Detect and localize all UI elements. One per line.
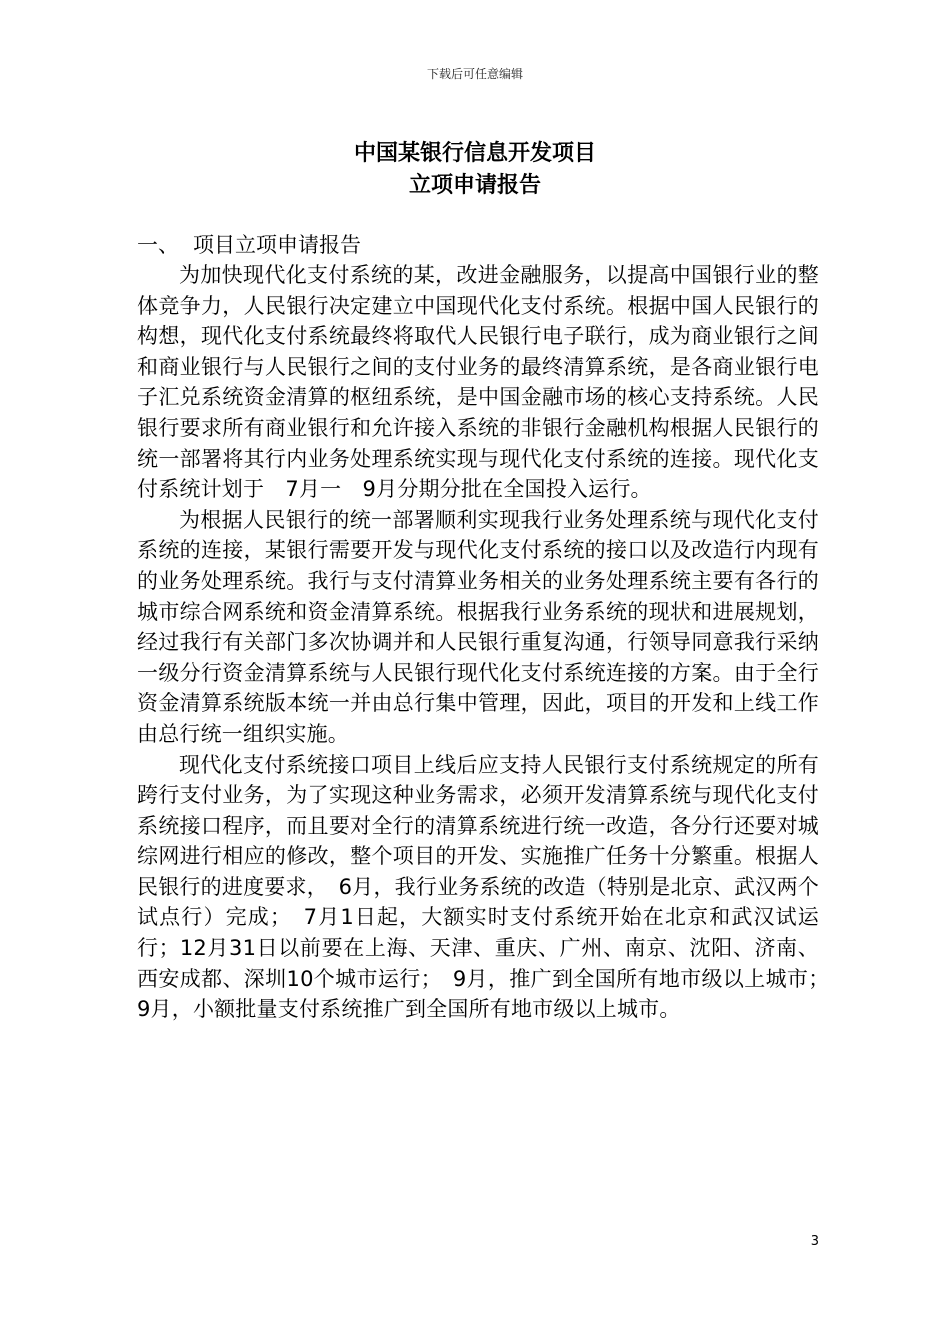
paragraph-1: 为加快现代化支付系统的某，改进金融服务，以提高中国银行业的整体竞争力，人民银行决定建立中国现代化支付系统。根据中国人民银行的构想，现代化支付系统最终将取代人民银行电子联行，成为商业银行之间和商业银行与人民银行之间的支付业务的最终清算系统，是各商业银行电子汇兑系统资金清算的枢纽系统，是中国金融市场的核心支持系统。人民银行要求所有商业银行和允许接入系统的非银行金融机构根据人民银行的统一部署将其行内业务处理系统实现与现代化支付系统的连接。现代化支付系统计划于 7月一 9月分期分批在全国投入运行。 xyxy=(137,263,819,502)
document-body xyxy=(137,230,841,1025)
page-number: 3 xyxy=(810,1234,819,1249)
page-header: 下载后可任意编辑 xyxy=(426,67,523,81)
title-line-2: 立项申请报告 xyxy=(408,173,541,198)
document-title xyxy=(0,138,950,202)
section-number: 一、 xyxy=(137,233,179,257)
section-heading xyxy=(137,230,819,260)
paragraph-3: 现代化支付系统接口项目上线后应支持人民银行支付系统规定的所有跨行支付业务，为了实现这种业务需求，必须开发清算系统与现代化支付系统接口程序，而且要对全行的清算系统进行统一改造，各分行还要对城综网进行相应的修改，整个项目的开发、实施推广任务十分繁重。根据人民银行的进度要求， 6月，我行业务系统的改造（特别是北京、武汉两个试点行）完成； 7月1日起，大额实时支付系统开始在北京和武汉试运行；12月31日以前要在上海、天津、重庆、广州、南京、沈阳、济南、西安成都、深圳10个城市运行； 9月，推广到全国所有地市级以上城市； 9月，小额批量支付系统推广到全国所有地市级以上城市。 xyxy=(137,752,841,1022)
section-heading-text: 项目立项申请报告 xyxy=(193,233,361,257)
title-line-1: 中国某银行信息开发项目 xyxy=(353,141,596,166)
paragraph-2: 为根据人民银行的统一部署顺利实现我行业务处理系统与现代化支付系统的连接，某银行需要开发与现代化支付系统的接口以及改造行内现有的业务处理系统。我行与支付清算业务相关的业务处理系统主要有各行的城市综合网系统和资金清算系统。根据我行业务系统的现状和进展规划，经过我行有关部门多次协调并和人民银行重复沟通，行领导同意我行采纳一级分行资金清算系统与人民银行现代化支付系统连接的方案。由于全行资金清算系统版本统一并由总行集中管理，因此，项目的开发和上线工作由总行统一组织实施。 xyxy=(137,507,819,746)
